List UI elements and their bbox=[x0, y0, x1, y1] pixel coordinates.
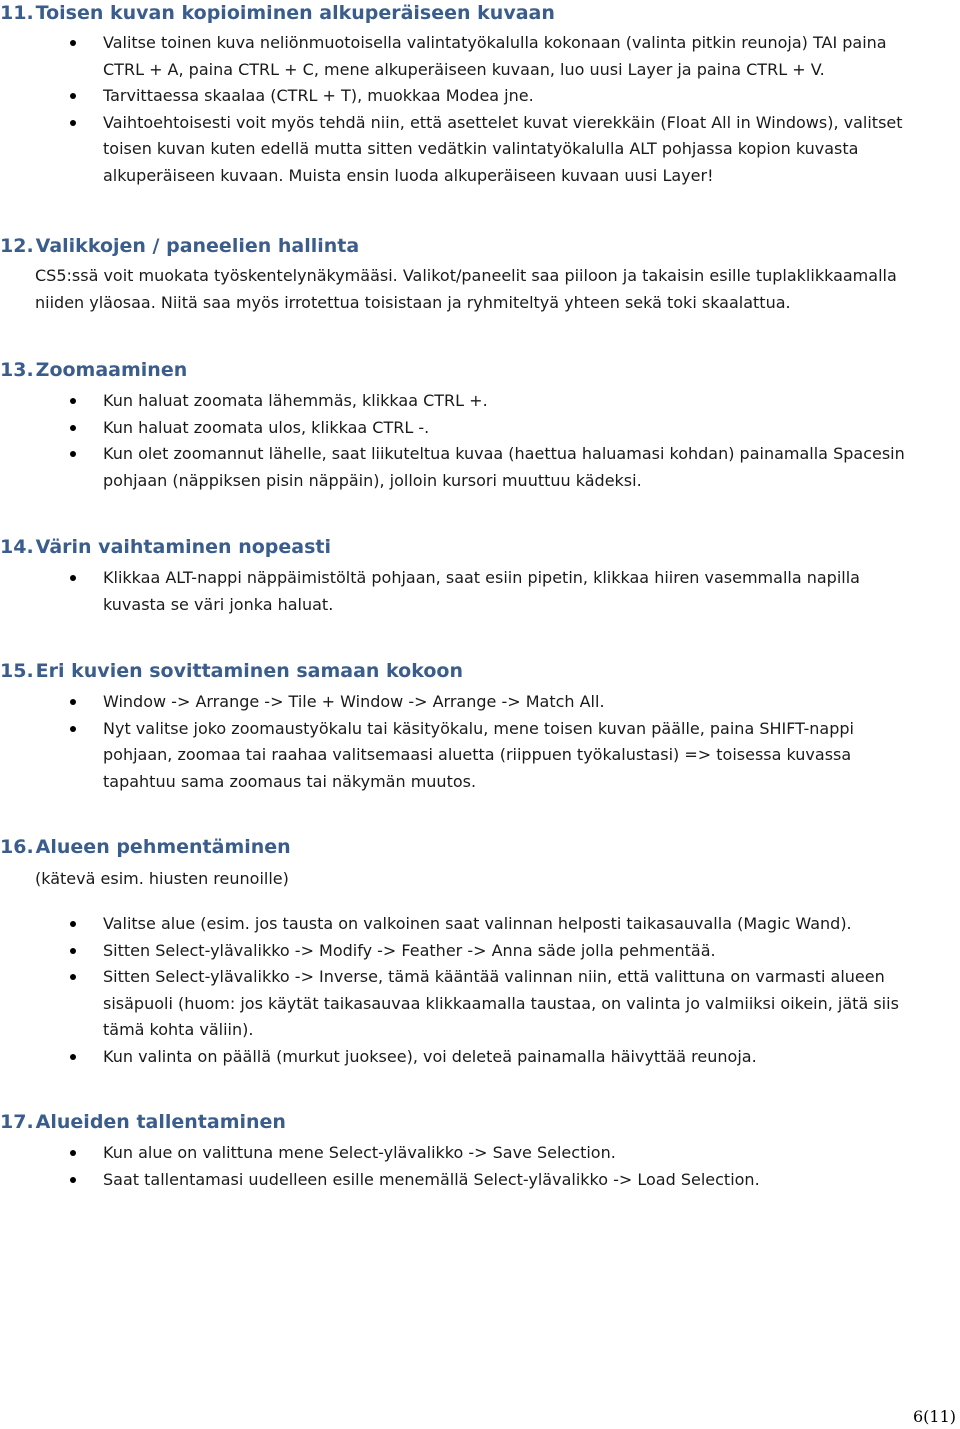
bullet-icon bbox=[70, 974, 76, 980]
bullet-icon bbox=[70, 575, 76, 581]
section-heading-17 bbox=[0, 1111, 286, 1133]
bullet-icon bbox=[70, 948, 76, 954]
section-heading-16 bbox=[0, 836, 291, 858]
bullet-icon bbox=[70, 40, 76, 46]
list-item-text: Kun haluat zoomata ulos, klikkaa CTRL -. bbox=[103, 417, 430, 437]
section-number: 16. bbox=[0, 836, 34, 858]
bullet-list-14 bbox=[0, 565, 923, 618]
list-item-text: Sitten Select-ylävalikko -> Modify -> Feather -> Anna säde jolla pehmentää. bbox=[103, 940, 716, 960]
section-number: 11. bbox=[0, 2, 34, 24]
section-title: Eri kuvien sovittaminen samaan kokoon bbox=[35, 660, 463, 682]
list-item-text: Klikkaa ALT-nappi näppäimistöltä pohjaan, saat esiin pipetin, klikkaa hiiren vasemmalla napilla kuvasta se väri jonka haluat. bbox=[103, 568, 860, 614]
list-item bbox=[0, 938, 923, 965]
bullet-icon bbox=[70, 120, 76, 126]
list-item-text: Tarvittaessa skaalaa (CTRL + T), muokkaa Modea jne. bbox=[103, 86, 534, 105]
list-item bbox=[0, 689, 923, 716]
section-title: Alueen pehmentäminen bbox=[35, 836, 291, 858]
list-item bbox=[0, 415, 923, 442]
section-title: Toisen kuvan kopioiminen alkuperäiseen kuvaan bbox=[35, 2, 555, 24]
list-item-text: Window -> Arrange -> Tile + Window -> Arrange -> Match All. bbox=[103, 692, 605, 711]
section-number: 17. bbox=[0, 1111, 34, 1133]
list-item-text: Valitse toinen kuva neliönmuotoisella valintatyökalulla kokonaan (valinta pitkin reunoja) TAI paina CTRL + A, paina CTRL + C, mene alkuperäiseen kuvaan, luo uusi Layer ja paina CTRL + V. bbox=[103, 33, 887, 79]
bullet-list-15 bbox=[0, 689, 923, 795]
list-item-text: Nyt valitse joko zoomaustyökalu tai käsityökalu, mene toisen kuvan päälle, paina SHIFT-nappi pohjaan, zoomaa tai raahaa valitsemaasi aluetta (riippuen työkalustasi) => toisessa kuvassa tapahtuu sama zoomaus tai näkymän muutos. bbox=[103, 718, 854, 791]
section-title: Alueiden tallentaminen bbox=[35, 1111, 286, 1133]
list-item bbox=[0, 1167, 923, 1194]
bullet-icon bbox=[70, 425, 76, 431]
list-item bbox=[0, 716, 923, 796]
list-item bbox=[0, 110, 923, 190]
section-heading-11 bbox=[0, 2, 555, 24]
list-item bbox=[0, 911, 923, 938]
list-item-text: Vaihtoehtoisesti voit myös tehdä niin, että asettelet kuvat vierekkäin (Float All in Windows), valitset toisen kuvan kuten edellä mutta sitten vedätkin valintatyökalulla ALT pohjassa kopion kuvasta alkuperäiseen kuvaan. Muista ensin luoda alkuperäiseen kuvaan uusi Layer! bbox=[103, 112, 903, 185]
bullet-list-16 bbox=[0, 911, 923, 1070]
list-item bbox=[0, 83, 923, 110]
list-item-text: Sitten Select-ylävalikko -> Inverse, tämä kääntää valinnan niin, että valittuna on varmasti alueen sisäpuoli (huom: jos käytät taikasauvaa klikkaamalla taustaa, on valinta jo valmiiksi oikein, jätä siis tämä kohta väliin). bbox=[103, 967, 899, 1039]
list-item bbox=[0, 565, 923, 618]
section-heading-13 bbox=[0, 359, 187, 381]
bullet-icon bbox=[70, 93, 76, 99]
list-item bbox=[0, 1140, 923, 1167]
section-heading-15 bbox=[0, 660, 463, 682]
list-item bbox=[0, 30, 923, 83]
bullet-list-11 bbox=[0, 30, 923, 189]
list-item-text: Kun valinta on päällä (murkut juoksee), voi deleteä painamalla häivyttää reunoja. bbox=[103, 1046, 757, 1066]
bullet-icon bbox=[70, 1177, 76, 1183]
bullet-icon bbox=[70, 398, 76, 404]
list-item-text: Kun olet zoomannut lähelle, saat liikuteltua kuvaa (haettua haluamasi kohdan) painamalla Spacesin pohjaan (näppiksen pisin näppäin), jolloin kursori muuttuu kädeksi. bbox=[103, 444, 905, 490]
bullet-icon bbox=[70, 451, 76, 457]
section-paragraph-12: CS5:ssä voit muokata työskentelynäkymääsi. Valikot/paneelit saa piiloon ja takaisin esille tuplaklikkaamalla niiden yläosaa. Niitä saa myös irrotettua toisistaan ja ryhmiteltyä yhteen sekä toki skaalattua. bbox=[35, 266, 897, 312]
bullet-icon bbox=[70, 726, 76, 732]
list-item-text: Kun haluat zoomata lähemmäs, klikkaa CTRL +. bbox=[103, 391, 488, 410]
section-number: 15. bbox=[0, 660, 34, 682]
bullet-list-17 bbox=[0, 1140, 923, 1193]
section-title: Valikkojen / paneelien hallinta bbox=[35, 235, 360, 257]
bullet-list-13 bbox=[0, 388, 923, 494]
list-item-text: Valitse alue (esim. jos tausta on valkoinen saat valinnan helposti taikasauvalla (Magic Wand). bbox=[103, 914, 852, 933]
bullet-icon bbox=[70, 921, 76, 927]
bullet-icon bbox=[70, 699, 76, 705]
list-item bbox=[0, 388, 923, 415]
section-number: 14. bbox=[0, 536, 34, 558]
list-item bbox=[0, 1044, 923, 1071]
section-title: Zoomaaminen bbox=[35, 359, 188, 381]
bullet-icon bbox=[70, 1054, 76, 1060]
page-number: 6(11) bbox=[912, 1407, 956, 1426]
list-item-text: Saat tallentamasi uudelleen esille menemällä Select-ylävalikko -> Load Selection. bbox=[103, 1169, 760, 1189]
section-heading-14 bbox=[0, 536, 331, 558]
list-item-text: Kun alue on valittuna mene Select-ylävalikko -> Save Selection. bbox=[103, 1143, 616, 1162]
section-number: 13. bbox=[0, 359, 34, 381]
section-heading-12 bbox=[0, 235, 359, 257]
section-title: Värin vaihtaminen nopeasti bbox=[35, 536, 331, 558]
section-number: 12. bbox=[0, 235, 34, 257]
list-item bbox=[0, 964, 923, 1044]
section-paragraph-16: (kätevä esim. hiusten reunoille) bbox=[35, 869, 289, 888]
bullet-icon bbox=[70, 1150, 76, 1156]
list-item bbox=[0, 441, 923, 494]
